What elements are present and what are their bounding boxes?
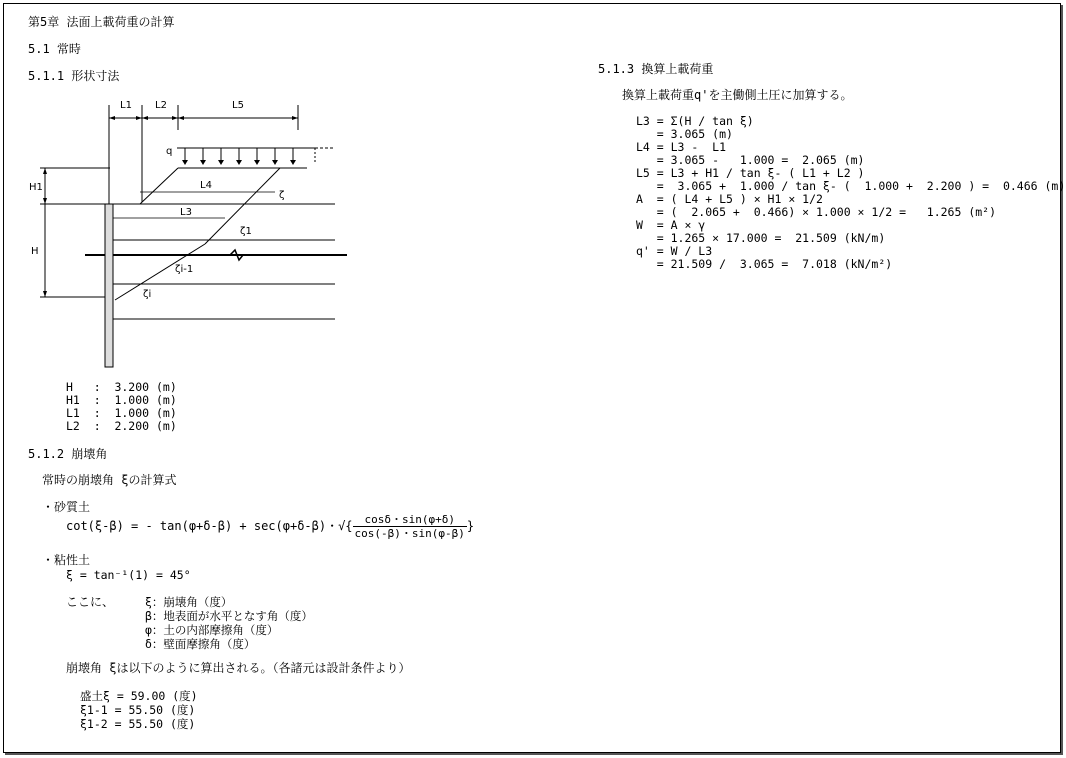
result-xi-1-2: ξ1-2 = 55.50 (度)	[80, 717, 196, 731]
label-xi-i-1: ζi-1	[175, 264, 194, 275]
result-fill-xi: 盛土ξ = 59.00 (度)	[80, 689, 198, 703]
label-L2: L2	[155, 100, 167, 111]
section-5-1-1: 5.1.1 形状寸法	[28, 69, 120, 83]
conv-line: = ( 2.065 + 0.466) × 1.000 × 1/2 = 1.265 (m²)	[636, 205, 997, 219]
sandy-soil-label: ・砂質土	[42, 500, 91, 514]
conv-line: = 3.065 (m)	[636, 127, 733, 141]
sandy-denominator: cos(-β)・sin(φ-β)	[354, 527, 465, 540]
def-beta: β：地表面が水平となす角（度）	[145, 609, 313, 623]
conv-line: = 3.065 + 1.000 / tan ξ- ( 1.000 + 2.200 ) = 0.466 (m)	[636, 179, 1066, 193]
conv-line: = 21.509 / 3.065 = 7.018 (kN/m²)	[636, 257, 893, 271]
retaining-wall	[105, 204, 113, 367]
where-label: ここに、	[66, 595, 115, 609]
conv-line: W = A × γ	[636, 218, 706, 232]
label-L5: L5	[232, 100, 244, 111]
conv-line: L3 = Σ(H / tan ξ)	[636, 114, 754, 128]
shape-dimension-diagram	[25, 92, 355, 377]
dim-h: H : 3.200 (m)	[66, 380, 177, 394]
label-xi: ζ	[279, 190, 285, 201]
def-xi: ξ：崩壊角（度）	[145, 595, 233, 609]
sandy-formula-close: }	[466, 519, 475, 533]
label-L3: L3	[180, 207, 192, 218]
dim-l1: L1 : 1.000 (m)	[66, 406, 177, 420]
conv-line: q' = W / L3	[636, 244, 713, 258]
conversion-intro: 換算上載荷重q'を主働側土圧に加算する。	[622, 88, 853, 102]
section-5-1: 5.1 常時	[28, 42, 81, 56]
dim-l2: L2 : 2.200 (m)	[66, 419, 177, 433]
conv-line: L4 = L3 - L1	[636, 140, 727, 154]
chapter-title: 第5章 法面上載荷重の計算	[28, 15, 175, 29]
sandy-formula-main: cot(ξ-β) = - tan(φ+δ-β) + sec(φ+δ-β)・√{	[66, 519, 353, 533]
clay-soil-label: ・粘性土	[42, 553, 91, 567]
label-L1: L1	[120, 100, 132, 111]
section-5-1-3: 5.1.3 換算上載荷重	[598, 62, 714, 76]
conv-line: = 1.265 × 17.000 = 21.509 (kN/m)	[636, 231, 886, 245]
calc-note: 崩壊角 ξは以下のように算出される。（各諸元は設計条件より）	[66, 661, 411, 675]
sandy-soil-formula	[66, 513, 474, 540]
def-phi: φ：土の内部摩擦角（度）	[145, 623, 279, 637]
section-5-1-2: 5.1.2 崩壊角	[28, 447, 108, 461]
def-delta: δ：壁面摩擦角（度）	[145, 637, 256, 651]
conv-line: = 3.065 - 1.000 = 2.065 (m)	[636, 153, 865, 167]
label-q: q	[166, 146, 173, 157]
label-xi-i: ζi	[143, 289, 152, 300]
label-H: H	[31, 246, 39, 257]
clay-soil-formula: ξ = tan⁻¹(1) = 45°	[66, 568, 191, 582]
conv-line: A = ( L4 + L5 ) × H1 × 1/2	[636, 192, 823, 206]
formula-intro: 常時の崩壊角 ξの計算式	[42, 473, 177, 487]
label-L4: L4	[200, 180, 212, 191]
conv-line: L5 = L3 + H1 / tan ξ- ( L1 + L2 )	[636, 166, 865, 180]
result-xi-1-1: ξ1-1 = 55.50 (度)	[80, 703, 196, 717]
label-H1: H1	[29, 182, 43, 193]
label-xi-1: ζ1	[240, 226, 252, 237]
sandy-numerator: cosδ・sin(φ+δ)	[353, 513, 467, 527]
dim-h1: H1 : 1.000 (m)	[66, 393, 177, 407]
sandy-fraction	[353, 513, 467, 540]
